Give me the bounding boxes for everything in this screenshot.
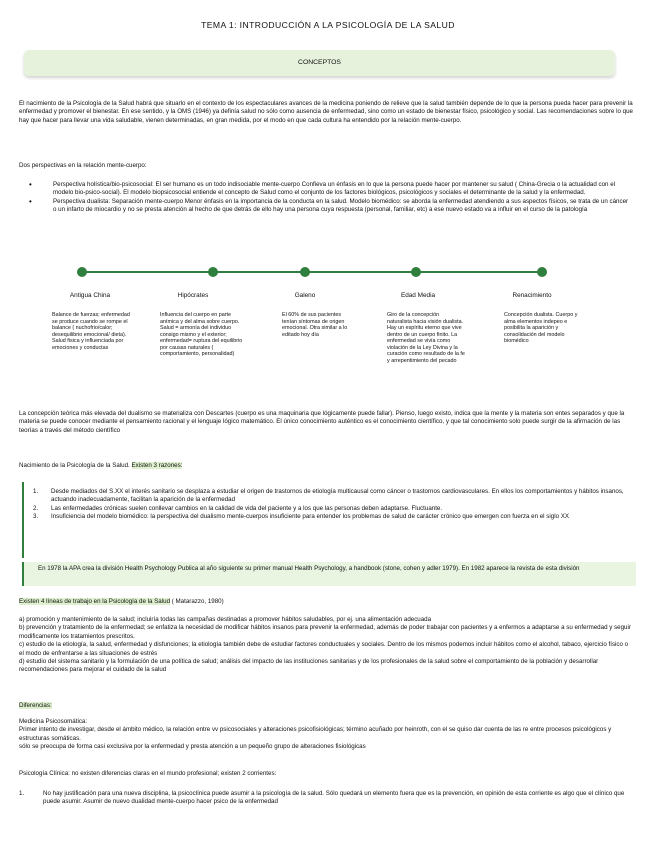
timeline-label-renacimiento: Renacimiento <box>512 292 552 299</box>
birth-reasons-highlight: Existen 3 razones: <box>131 462 183 469</box>
list-item: 1. Desde mediados del S.XX el interés sanitario se desplaza a estudiar el origen de trastornos de etiología multicausal como cáncer o trastornos cardiovasculares. En ellos los comportamientos y hábitos insanos, actuando inadecuadamente, facilitan la aparición de la enfermedad <box>33 488 624 504</box>
timeline-label-china: Antigua China <box>69 292 111 299</box>
list-item: 2. Las enfermedades crónicas suelen conllevar cambios en la calidad de vida del paciente y a los que las personas deben adaptarse. Fluctuante. <box>33 504 443 512</box>
timeline-text-china: Balance de fuerzas; enfermedad se produce cuando se rompe el balance ( nuchofrio/calor; desequilibrio emocional/ dieta). Salud fisica y influenciada por emociones y conductas <box>52 312 130 351</box>
timeline-dot <box>411 267 421 277</box>
apa-note: En 1978 la APA crea la división Health Psychology Publica al año siguiente su primer manual Health Psychology, a handbook (stone, cohen y adler 1979). En 1982 aparece la revista de esta división <box>38 565 580 572</box>
list-item: 1. No hay justificación para una nueva disciplina, la psicoclínica puede asumir a la psicología de la salud. Sólo quedará un elemento fuera que es la prevención, en opinión de esta corriente es algo que el clínico que puede asumir. Asumir de nuevo dualidad mente-cuerpo hacer psico de la enfermedad <box>19 790 625 806</box>
timeline-text-hipocrates: Influencia del cuerpo en parte anímica y del alma sobre cuerpo. Salud = armonía del individuo consigo mismo y el exterior; enfermedad= ruptura del equilibrio por causas naturales ( comportamiento, personalidad) <box>160 312 243 357</box>
list-item: b) prevención y tratamiento de la enfermedad; se enfatiza la necesidad de modificar hábitos insanos para prevenir la enfermedad, además de poder trabajar con pacientes y a enfermos a adaptarse a su enfermedad y seguir modificamente los tratamientos prescritos. <box>19 624 631 640</box>
section-banner: CONCEPTOS <box>24 50 615 76</box>
timeline-dot <box>300 267 310 277</box>
diferencias-heading: Diferencias: <box>19 702 52 709</box>
list-item: d) estudio del sistema sanitario y la formulación de una política de salud; análisis del impacto de las instituciones sanitarias y de los profesionales de la salud sobre el comportamiento de la población y desarrollar recomendaciones para mejorar el cuidado de la salud <box>19 658 599 674</box>
bullet-icon: • <box>29 180 32 189</box>
timeline-dot <box>208 267 218 277</box>
timeline-text-renacimiento: Concepción dualista. Cuerpo y alma elementos indepeo e posibilita la aparición y consolidación del modelo biomédico <box>504 312 578 344</box>
apa-note-box <box>22 562 636 586</box>
clinica-list <box>19 790 631 807</box>
perspectives-intro: Dos perspectivas en la relación mente-cuerpo: <box>19 162 147 169</box>
list-item: c) estudio de la etiología, la salud, enfermedad y disfunciones; la etiología también debe de estudiar factores conductuales y sociales. Dentro de los mismos podemos incluir hábitos como el alcohol, tabaco, ejercicio físico o el modo de enfrentarse a las situaciones de estrés <box>19 641 629 657</box>
descartes-paragraph: La concepción teórica más elevada del dualismo se materializa con Descartes (cuerpo es una maquinaria que lógicamente puede fallar). Pienso, luego existo, indica que la mente y la materia son entes separados y que la materia se puede conocer mediante el pensamiento racional y el lenguaje lógico matemático. El único conocimiento auténtico es el conocimiento científico, y que tal conocimiento solo puede surgir de la afirmación de las teorías a través del método científico <box>19 410 625 434</box>
timeline-text-galeno: El 60% de sus pacientes tenían síntomas de origen emocional. Otra similar a lo editado hoy día <box>282 312 348 338</box>
psicosomatica-line: sólo se preocupa de forma casi exclusiva por la enfermedad y presta atención a un pequeño grupo de alteraciones fisiológicas <box>19 743 366 751</box>
intro-paragraph: El nacimiento de la Psicología de la Salud habrá que situarlo en el contexto de los espectaculares avances de la medicina poniendo de relieve que la salud también depende de lo que la persona pueda hacer para prevenir la enfermedad y promover el bienestar. En ese sentido, y la OMS (1946) ya definía salud no sólo como ausencia de enfermedad, sino como un estado de bienestar físico, psicológico y social. Las recomendaciones sobre lo que hay que hacer para llevar una vida saludable, vienen determinadas, en gran medida, por el modo en que cada cultura ha entendido por la relación mente-cuerpo. <box>19 100 633 124</box>
timeline-line <box>82 271 542 273</box>
psicosomatica-section <box>19 718 633 752</box>
page-title: TEMA 1: INTRODUCCIÓN A LA PSICOLOGÍA DE LA SALUD <box>201 20 455 30</box>
lines-list <box>19 616 633 675</box>
bullet-icon: • <box>29 196 32 206</box>
list-item: a) promoción y mantenimiento de la salud; incluiría todas las campañas destinadas a promover hábitos saludables, por ej. una alimentación adecuada <box>19 616 432 623</box>
birth-heading: Nacimiento de la Psicología de la Salud. Existen 3 razones: <box>19 462 183 469</box>
timeline-label-hipocrates: Hipócrates <box>177 292 209 299</box>
psicosomatica-label: Medicina Psicosomática: <box>19 718 88 725</box>
clinica-intro: Psicología Clínica: no existen diferencias claras en el mundo profesional; existen 2 corrientes: <box>19 770 277 777</box>
lines-heading: Existen 4 líneas de trabajo en la Psicología de la Salud ( Matarazzo, 1980) <box>19 598 224 605</box>
timeline-text-edad-media: Giro de la concepción naturalista hacia visión dualista. Hay un espíritu eterno que vive dentro de un cuerpo finito. La enfermedad se vivía como violación de la Ley Divina y la curación como resultado de la fe y arrepentimiento del pecado <box>387 312 465 364</box>
list-item: • Perspectiva holística/bio-psicosocial: El ser humano es un todo indisociable mente-cuerpo Confieva un énfasis en lo que la persona puede hacer por mantener su salud ( China-Grecia o la actualidad con el modelo bio-psico-social). El modelo biopsicosocial entiende el concepto de Salud como el conjunto de los factores biológicos, psicológicos y sociales el determinante de la salud y la enfermedad. <box>29 180 616 197</box>
psicosomatica-line: Primer intento de investigar, desde el ámbito médico, la relación entre vv psicosociales y alteraciones psicofisiológicas; término acuñado por heinroth, con el se quiso dar cuenta de las re entre procesos psicológicos y estructuras somáticas. <box>19 726 612 742</box>
perspectives-list <box>27 181 631 215</box>
timeline-label-galeno: Galeno <box>294 292 316 299</box>
timeline-dot <box>537 267 547 277</box>
list-item: • Perspectiva dualista: Separación mente-cuerpo Menor énfasis en la importancia de la conducta en la salud. Modelo biomédico: se aborda la enfermedad atendiendo a sus aspectos físicos, se trata de un cáncer o un infarto de miocardio y no se presta atención al hecho de que detrás de ello hay una persona cuya respuesta (personal, familiar, etc) a ese nuevo estado va a influir en el curso de la patología <box>29 196 629 214</box>
list-item: 3. Insuficiencia del modelo biomédico: la perspectiva del dualismo mente-cuerpos insuficiente para entender los problemas de salud de carácter crónico que emergen con fuerza en el siglo XX <box>33 513 569 521</box>
timeline-label-edad-media: Edad Media <box>400 292 436 299</box>
reasons-list <box>33 488 628 522</box>
timeline-dot <box>77 267 87 277</box>
lines-heading-highlight: Existen 4 líneas de trabajo en la Psicología de la Salud <box>19 598 171 605</box>
